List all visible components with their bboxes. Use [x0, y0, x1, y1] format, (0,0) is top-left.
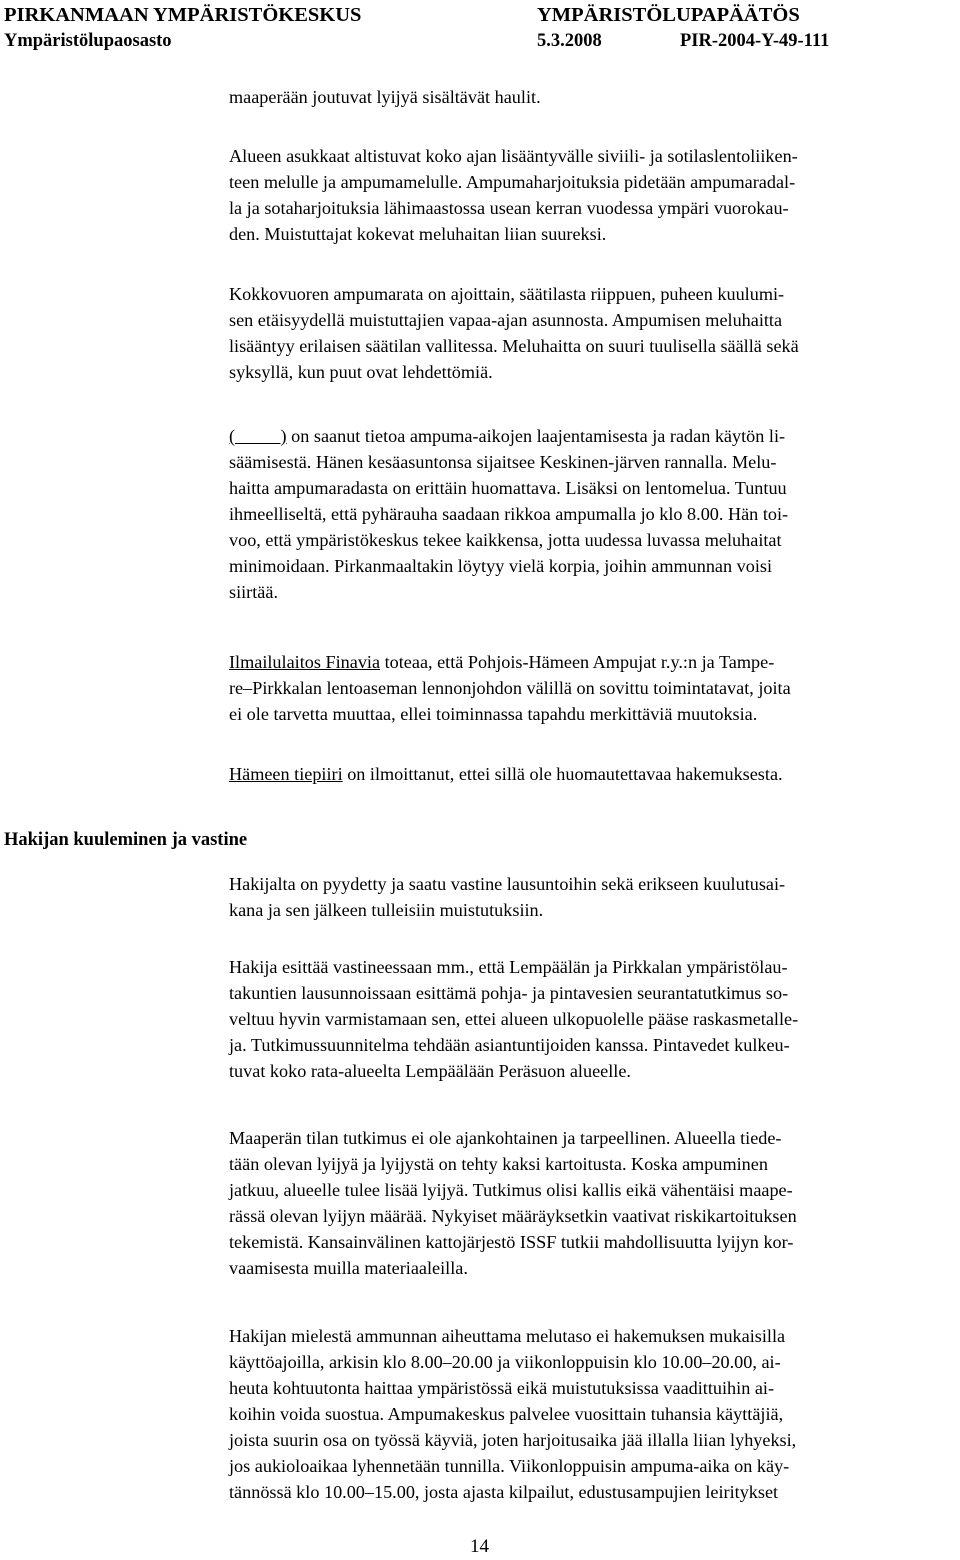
text-line: takuntien lausunnoissaan esittämä pohja- ja pintavesien seurantatutkimus so-	[229, 983, 789, 1003]
text-line: haitta ampumaradasta on erittäin huomattava. Lisäksi on lentomelua. Tuntuu	[229, 478, 787, 498]
text-line: ja. Tutkimussuunnitelma tehdään asiantuntijoiden kanssa. Pintavedet kulkeu-	[229, 1035, 790, 1055]
text-line: tään olevan lyijyä ja lyijystä on tehty kaksi kartoitusta. Koska ampuminen	[229, 1154, 768, 1174]
text-line: voo, että ympäristökeskus tekee kaikkensa, jotta uudessa luvassa meluhaitat	[229, 530, 782, 550]
text-line: vaamisesta muilla materiaaleilla.	[229, 1258, 468, 1278]
text-line: lisääntyy erilaisen säätilan vallitessa. Meluhaitta on suuri tuulisella säällä sekä	[229, 336, 799, 356]
text-line: sen etäisyydellä muistuttajien vapaa-ajan asunnosta. Ampumisen meluhaitta	[229, 310, 783, 330]
text-fragment: on ilmoittanut, ettei sillä ole huomautettavaa hakemuksesta.	[342, 764, 783, 784]
page-number: 14	[470, 1536, 489, 1557]
text-line: veltuu hyvin varmistamaan sen, ettei alueen ulkopuolelle pääse raskasmetalle-	[229, 1009, 799, 1029]
paragraph-finavia-statement	[229, 649, 955, 727]
paragraph-kokkovuori-range	[229, 281, 955, 385]
header-document-type: YMPÄRISTÖLUPAPÄÄTÖS	[537, 4, 800, 26]
redacted-name-marker: ( )	[229, 426, 287, 446]
text-line	[229, 761, 955, 787]
text-fragment: on saanut tietoa ampuma-aikojen laajentamisesta ja radan käytön li-	[286, 426, 786, 446]
text-line: Maaperän tilan tutkimus ei ole ajankohtainen ja tarpeellinen. Alueella tiede-	[229, 1128, 782, 1148]
text-line: minimoidaan. Pirkanmaaltakin löytyy vielä korpia, joihin ammunnan voisi	[229, 556, 773, 576]
header-record-id: PIR-2004-Y-49-111	[680, 31, 830, 51]
text-line: joista suurin osa on työssä käyviä, joten harjoitusaika jää illalla liian lyhyeksi,	[229, 1430, 797, 1450]
text-line: den. Muistuttajat kokevat meluhaitan liian suureksi.	[229, 224, 607, 244]
paragraph-applicant-hearing	[229, 871, 955, 923]
text-line: Hakijan mielestä ammunnan aiheuttama melutaso ei hakemuksen mukaisilla	[229, 1326, 786, 1346]
text-line: rässä olevan lyijyn määrää. Nykyiset määräyksetkin vaativat riskikartoituksen	[229, 1206, 797, 1226]
text-line: säämisestä. Hänen kesäasuntonsa sijaitsee Keskinen-järven rannalla. Melu-	[229, 452, 777, 472]
text-line: maaperään joutuvat lyijyä sisältävät haulit.	[229, 87, 541, 107]
section-heading: Hakijan kuuleminen ja vastine	[4, 830, 248, 850]
text-fragment: toteaa, että Pohjois-Hämeen Ampujat r.y.:n ja Tampe-	[380, 652, 775, 672]
text-line: koihin voida suostua. Ampumakeskus palvelee vuosittain tuhansia käyttäjiä,	[229, 1404, 784, 1424]
text-line	[229, 423, 955, 449]
text-line: heuta kohtuutonta haittaa ympäristössä eikä muistutuksissa vaadittuihin ai-	[229, 1378, 775, 1398]
text-line: teen melulle ja ampumamelulle. Ampumaharjoituksia pidetään ampumaradal-	[229, 172, 796, 192]
text-line: re–Pirkkalan lentoaseman lennonjohdon välillä on sovittu toimintatavat, joita	[229, 678, 791, 698]
paragraph-applicant-response-water	[229, 954, 955, 1084]
text-line: jos aukioloaikaa lyhennetään tunnilla. Viikonloppuisin ampuma-aika on käy-	[229, 1456, 790, 1476]
text-line: ei ole tarvetta muuttaa, ellei toiminnassa tapahdu merkittäviä muutoksia.	[229, 704, 758, 724]
text-line	[229, 649, 955, 675]
paragraph-noise-exposure	[229, 143, 955, 247]
paragraph-tiepiiri-statement	[229, 761, 955, 787]
text-line: kana ja sen jälkeen tulleisiin muistutuksiin.	[229, 900, 544, 920]
authority-name: Ilmailulaitos Finavia	[229, 652, 381, 672]
header-organization: PIRKANMAAN YMPÄRISTÖKESKUS	[4, 4, 362, 26]
text-line: la ja sotaharjoituksia lähimaastossa usean kerran vuodessa ympäri vuorokau-	[229, 198, 789, 218]
text-line: tännössä klo 10.00–15.00, josta ajasta kilpailut, edustusampujien leiritykset	[229, 1482, 779, 1502]
text-line: käyttöajoilla, arkisin klo 8.00–20.00 ja viikonloppuisin klo 10.00–20.00, ai-	[229, 1352, 781, 1372]
paragraph-applicant-response-soil	[229, 1125, 955, 1281]
text-line: syksyllä, kun puut ovat lehdettömiä.	[229, 362, 493, 382]
paragraph-anonymous-objection	[229, 423, 955, 605]
header-department: Ympäristölupaosasto	[4, 31, 172, 51]
text-line: jatkuu, alueelle tulee lisää lyijyä. Tutkimus olisi kallis eikä vähentäisi maape-	[229, 1180, 793, 1200]
text-line: Alueen asukkaat altistuvat koko ajan lisääntyvälle siviili- ja sotilaslentoliiken-	[229, 146, 798, 166]
text-line: Hakija esittää vastineessaan mm., että Lempäälän ja Pirkkalan ympäristölau-	[229, 957, 788, 977]
text-line: Kokkovuoren ampumarata on ajoittain, säätilasta riippuen, puheen kuulumi-	[229, 284, 785, 304]
authority-name: Hämeen tiepiiri	[229, 764, 343, 784]
text-line: siirtää.	[229, 582, 278, 602]
text-line: tekemistä. Kansainvälinen kattojärjestö ISSF tutkii mahdollisuutta lyijyn kor-	[229, 1232, 794, 1252]
text-line: tuvat koko rata-alueelta Lempäälään Peräsuon alueelle.	[229, 1061, 631, 1081]
text-line: Hakijalta on pyydetty ja saatu vastine lausuntoihin sekä erikseen kuulutusai-	[229, 874, 786, 894]
paragraph-applicant-response-noise	[229, 1323, 955, 1505]
paragraph-lead-in	[229, 84, 955, 110]
header-date: 5.3.2008	[537, 31, 602, 51]
text-line: ihmeelliseltä, että pyhärauha saadaan rikkoa ampumalla jo klo 8.00. Hän toi-	[229, 504, 789, 524]
